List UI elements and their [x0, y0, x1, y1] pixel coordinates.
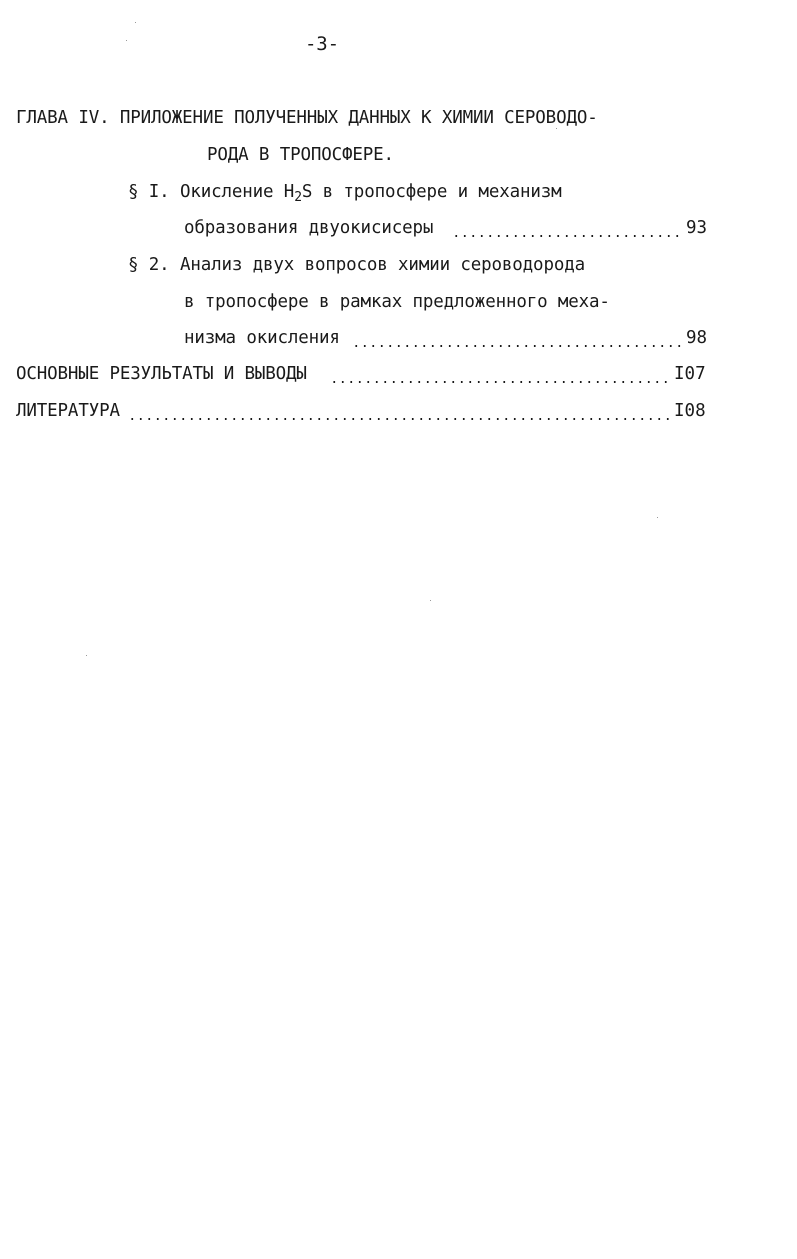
scan-speck: [86, 655, 87, 656]
page-number: -3-: [305, 33, 339, 55]
scan-speck: [657, 517, 658, 518]
section-1-dot-leader: [452, 235, 684, 237]
section-1-text-a: Окисление H: [179, 182, 295, 202]
section-1-page: 93: [686, 218, 708, 238]
section-2-page: 98: [686, 328, 708, 348]
section-1-text-b: S в тропосфере и механизм: [301, 182, 562, 202]
scan-speck: [556, 128, 557, 129]
section-2-marker: § 2.: [128, 255, 170, 275]
chapter-title-line-1: ГЛАВА IV. ПРИЛОЖЕНИЕ ПОЛУЧЕННЫХ ДАННЫХ К ХИМИИ СЕРОВОДО-: [16, 108, 598, 128]
section-1-marker: § I.: [128, 182, 170, 202]
section-1-heading: [128, 181, 562, 209]
results-entry-label: ОСНОВНЫЕ РЕЗУЛЬТАТЫ И ВЫВОДЫ: [16, 364, 307, 384]
section-2-heading: [128, 254, 585, 276]
section-2-line-1: Анализ двух вопросов химии сероводорода: [179, 255, 585, 275]
scan-speck: [135, 22, 136, 23]
section-2-line-2: в тропосфере в рамках предложенного меха-: [184, 292, 610, 312]
section-2-dot-leader: [352, 345, 684, 347]
section-2-line-3: низма окисления: [184, 328, 340, 348]
chapter-title-line-2: РОДА В ТРОПОСФЕРЕ.: [207, 145, 394, 165]
scan-speck: [430, 600, 431, 601]
results-page: I07: [674, 364, 706, 384]
section-1-formula-subscript: 2: [294, 190, 302, 205]
literature-page: I08: [674, 401, 706, 421]
scan-speck: [126, 40, 127, 41]
results-dot-leader: [330, 381, 670, 383]
literature-dot-leader: [128, 418, 670, 420]
literature-entry-label: ЛИТЕРАТУРА: [16, 401, 120, 421]
section-1-line-2: образования двуокисисеры: [184, 218, 434, 238]
